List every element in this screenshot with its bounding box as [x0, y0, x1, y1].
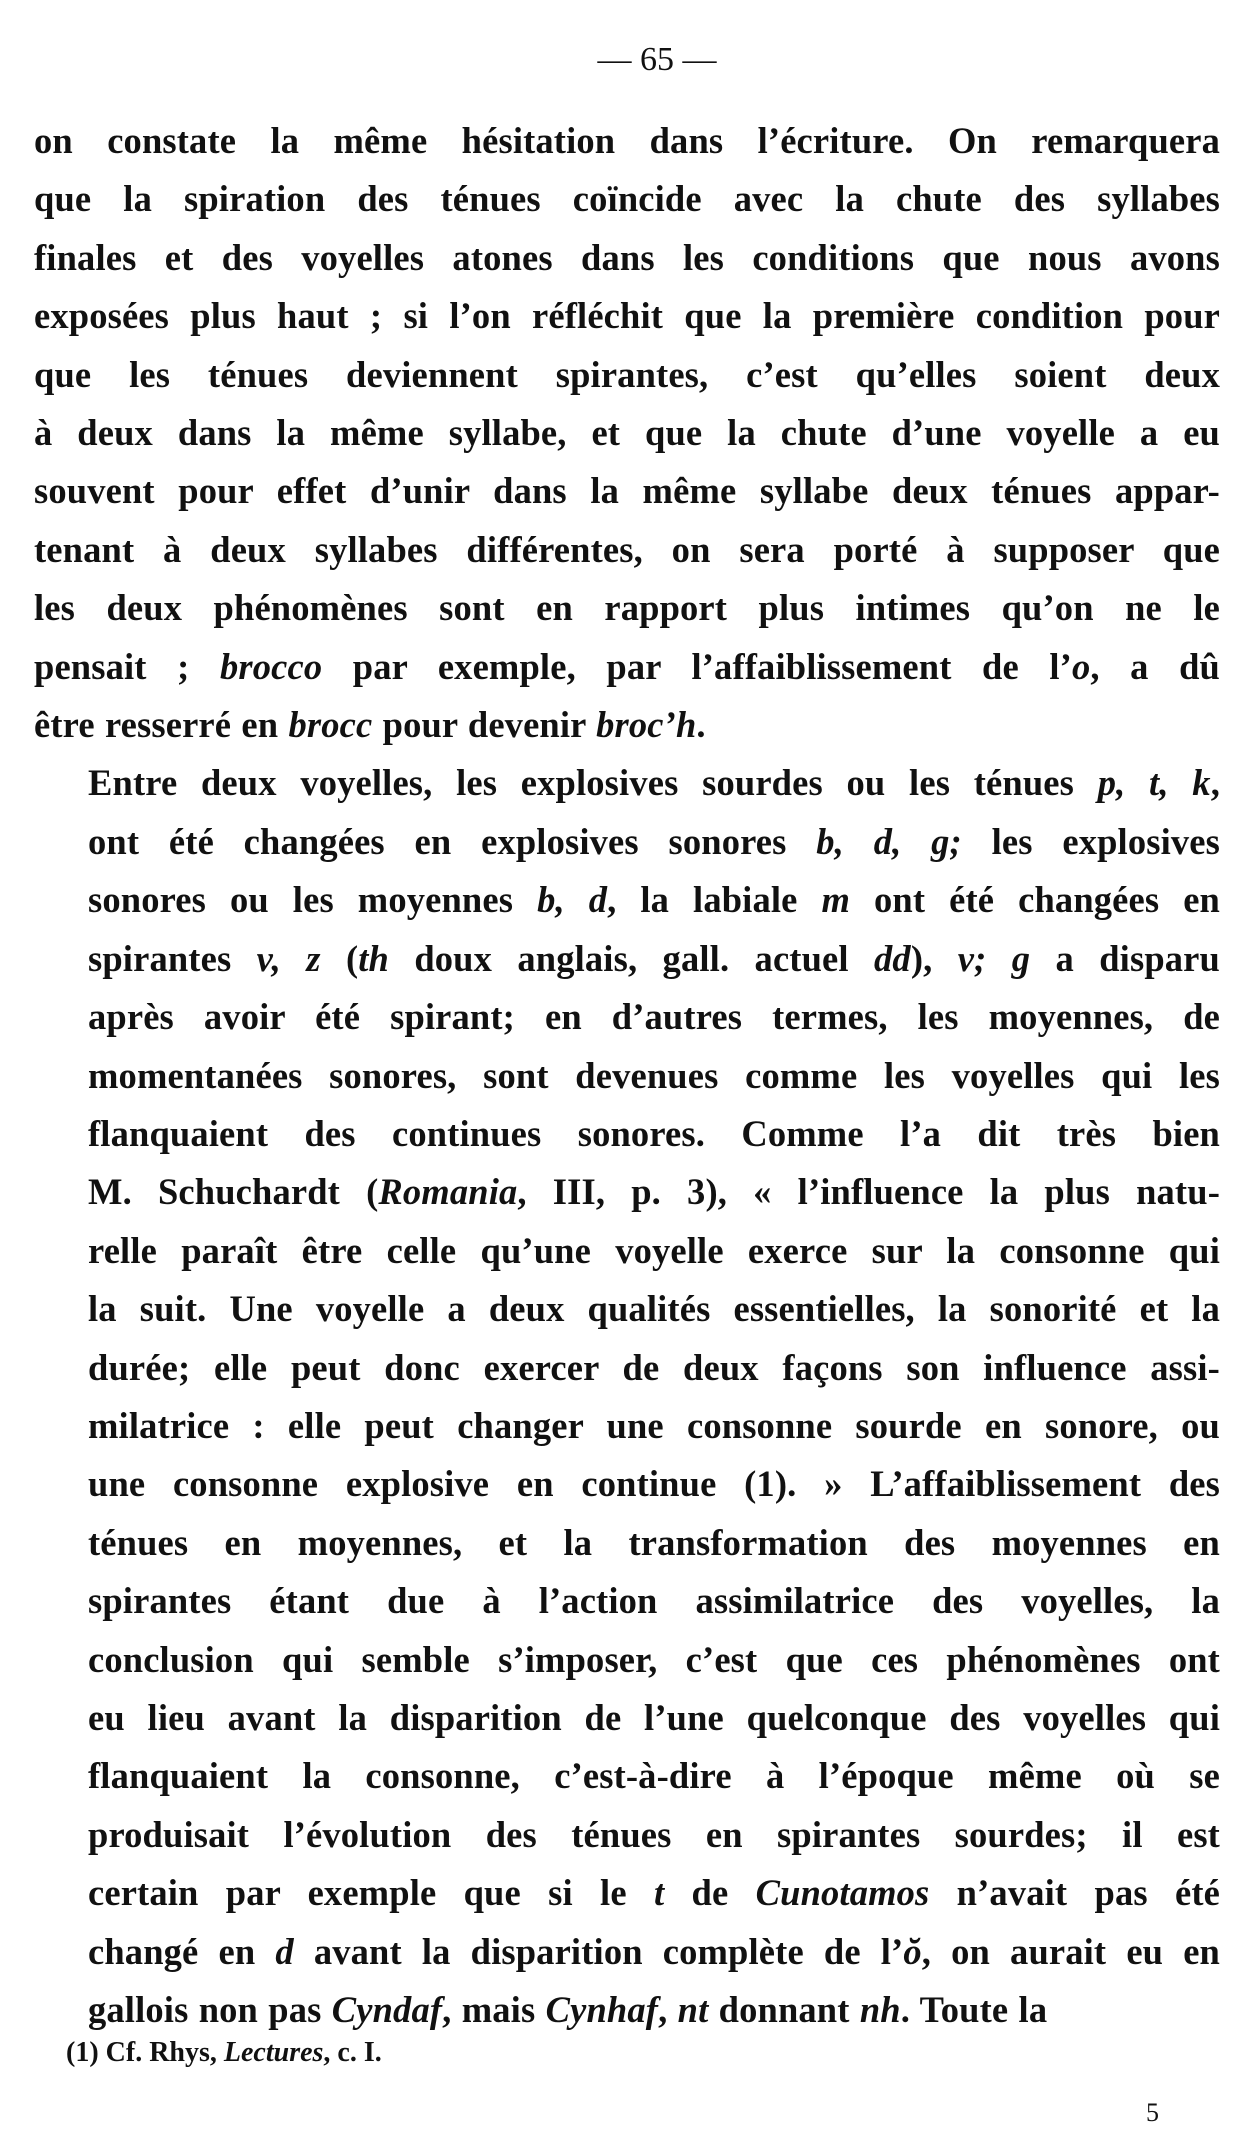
text-line — [34, 404, 1220, 462]
text-run: Entre deux voyelles, les explosives sourdes ou les ténues — [88, 762, 1098, 804]
italic-term: nh — [859, 1989, 901, 2030]
text-run: gallois non pas — [88, 1989, 332, 2030]
text-line — [34, 1280, 1220, 1338]
italic-term: brocco — [219, 645, 323, 687]
text-line — [34, 754, 1220, 812]
text-run: spirantes étant due à l’action assimilatrice des voyelles, la — [88, 1580, 1220, 1622]
text-run: , la labiale — [607, 879, 822, 921]
text-run: de — [664, 1872, 756, 1914]
footnote — [66, 2035, 382, 2071]
text-run: pensait ; — [34, 645, 220, 687]
italic-term: Cyndaf — [331, 1989, 443, 2030]
text-line — [34, 1514, 1220, 1572]
text-run: doux anglais, gall. actuel — [389, 937, 875, 979]
text-run: , on aurait eu en — [921, 1930, 1220, 1972]
text-line — [34, 287, 1220, 345]
text-run: , mais — [442, 1989, 546, 2030]
italic-term: ŏ — [903, 1930, 922, 1972]
italic-term: dd — [874, 937, 911, 979]
text-line — [34, 1105, 1220, 1163]
text-run: a disparu — [1030, 937, 1220, 979]
text-run: flanquaient des continues sonores. Comme l’a dit très bien — [88, 1112, 1220, 1154]
text-line — [34, 1631, 1220, 1689]
text-line — [34, 1864, 1220, 1922]
signature-mark: 5 — [1146, 2098, 1159, 2127]
footnote-marker: (1) — [66, 2037, 99, 2068]
page — [34, 40, 1220, 2039]
text-line — [34, 988, 1220, 1046]
text-run: on constate la même hésitation dans l’écriture. On remarquera — [34, 120, 1220, 161]
text-run: momentanées sonores, sont devenues comme les voyelles qui les — [88, 1054, 1220, 1096]
text-run: changé en — [88, 1930, 276, 1972]
text-run: produisait l’évolution des ténues en spirantes sourdes; il est — [88, 1813, 1220, 1855]
text-run: la suit. Une voyelle a deux qualités essentielles, la sonorité et la — [88, 1288, 1220, 1330]
text-run: , — [1210, 762, 1220, 804]
text-run: ( — [320, 937, 359, 979]
text-run: pour devenir — [372, 704, 597, 746]
footnote-text: Cf. Rhys, — [98, 2037, 224, 2068]
text-line — [34, 346, 1220, 404]
text-line — [34, 1222, 1220, 1280]
text-run: ténues en moyennes, et la transformation des moyennes en — [88, 1521, 1220, 1563]
text-line — [34, 1455, 1220, 1513]
italic-term: broc’h — [596, 704, 697, 746]
footnote-italic: Lectures — [223, 2037, 324, 2068]
text-run: M. Schuchardt ( — [88, 1171, 379, 1213]
text-run: ), — [910, 937, 958, 979]
italic-term: b, d — [537, 879, 608, 921]
text-line — [34, 1339, 1220, 1397]
text-line — [34, 930, 1220, 988]
text-run: finales et des voyelles atones dans les conditions que nous avons — [34, 236, 1220, 278]
text-run: . Toute la — [900, 1989, 1048, 2030]
text-line — [34, 638, 1220, 696]
italic-term: v; g — [957, 937, 1031, 979]
text-run: certain par exemple que si le — [88, 1872, 654, 1914]
text-line — [34, 1397, 1220, 1455]
italic-term: brocc — [288, 704, 373, 746]
text-run: n’avait pas été — [929, 1872, 1220, 1914]
italic-term: th — [358, 937, 389, 979]
text-line — [34, 1572, 1220, 1630]
italic-term: p, t, k — [1097, 762, 1211, 804]
text-run: eu lieu avant la disparition de l’une quelconque des voyelles qui — [88, 1696, 1220, 1738]
text-line — [34, 813, 1220, 871]
text-run: , a dû — [1090, 645, 1220, 687]
text-run: être resserré en — [34, 704, 289, 746]
text-run: relle paraît être celle qu’une voyelle exerce sur la consonne qui — [88, 1229, 1220, 1271]
text-run: conclusion qui semble s’imposer, c’est que ces phénomènes ont — [88, 1638, 1220, 1680]
text-run: que les ténues deviennent spirantes, c’est qu’elles soient deux — [34, 353, 1220, 395]
text-run: flanquaient la consonne, c’est-à-dire à l’époque même où se — [88, 1755, 1220, 1797]
text-run: souvent pour effet d’unir dans la même syllabe deux ténues appar- — [34, 470, 1220, 512]
text-line — [34, 871, 1220, 929]
text-run: donnant — [708, 1989, 860, 2030]
text-line — [34, 1689, 1220, 1747]
italic-term: t — [653, 1872, 665, 1914]
italic-term: d — [275, 1930, 294, 1972]
text-run: les explosives — [961, 820, 1220, 862]
text-line — [34, 1923, 1220, 1981]
text-run: avant la disparition complète de l’ — [293, 1930, 904, 1972]
text-run: tenant à deux syllabes différentes, on sera porté à supposer que — [34, 528, 1220, 570]
text-line — [34, 112, 1220, 170]
text-run: , — [658, 1989, 678, 2030]
text-run: que la spiration des ténues coïncide avec la chute des syllabes — [34, 178, 1220, 220]
text-line — [34, 229, 1220, 287]
text-run: à deux dans la même syllabe, et que la chute d’une voyelle a eu — [34, 412, 1220, 454]
italic-term: Cynhaf — [545, 1989, 659, 2030]
italic-term: v, z — [256, 937, 321, 979]
paragraph-1 — [34, 112, 1220, 754]
text-run: les deux phénomènes sont en rapport plus intimes qu’on ne le — [34, 587, 1220, 629]
italic-term: Romania — [378, 1171, 518, 1213]
text-run: une consonne explosive en continue (1). » L’affaiblissement des — [88, 1463, 1220, 1505]
text-line — [34, 462, 1220, 520]
italic-term: b, d, g; — [816, 820, 962, 862]
text-line — [34, 696, 1220, 754]
text-run: ont été changées en — [850, 879, 1221, 921]
footnote-text-end: , c. I. — [323, 2037, 382, 2068]
italic-term: Cunotamos — [755, 1872, 930, 1914]
text-line — [34, 1163, 1220, 1221]
text-line — [34, 521, 1220, 579]
paragraph-2 — [34, 754, 1220, 2039]
page-number: — 65 — — [597, 41, 717, 78]
italic-term: o — [1071, 645, 1091, 687]
text-line — [34, 1806, 1220, 1864]
text-run: . — [696, 704, 706, 746]
italic-term: nt — [677, 1989, 709, 2030]
text-run: spirantes — [88, 937, 257, 979]
text-run: , III, p. 3), « l’influence la plus natu- — [517, 1171, 1220, 1213]
text-run: durée; elle peut donc exercer de deux façons son influence assi- — [88, 1346, 1220, 1388]
text-line — [34, 579, 1220, 637]
text-line — [34, 1747, 1220, 1805]
text-run: après avoir été spirant; en d’autres termes, les moyennes, de — [88, 996, 1220, 1038]
text-run: par exemple, par l’affaiblissement de l’ — [322, 645, 1072, 687]
text-run: milatrice : elle peut changer une consonne sourde en sonore, ou — [88, 1404, 1220, 1446]
text-run: sonores ou les moyennes — [88, 879, 538, 921]
text-line — [34, 1981, 1220, 2039]
text-line — [34, 1047, 1220, 1105]
text-line — [34, 170, 1220, 228]
italic-term: m — [821, 879, 851, 921]
text-run: ont été changées en explosives sonores — [88, 820, 817, 862]
text-run: exposées plus haut ; si l’on réfléchit que la première condition pour — [34, 295, 1220, 337]
